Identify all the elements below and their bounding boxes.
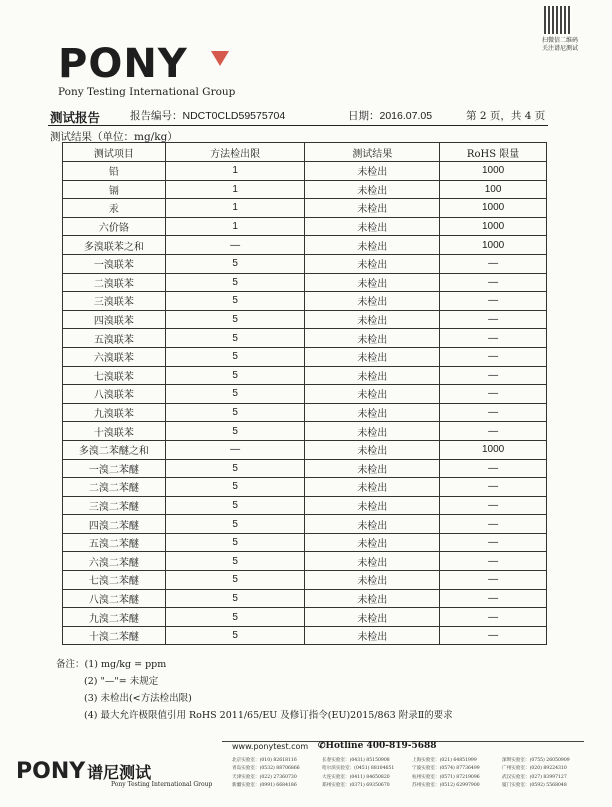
row-result: 未检出 bbox=[305, 533, 440, 552]
row-test-item: 六溴联苯 bbox=[63, 347, 166, 366]
footer-lab-item: 长春实验室：(0431) 85150908 bbox=[322, 758, 390, 763]
footer-logo-wordmark: PONY bbox=[16, 759, 86, 784]
report-date bbox=[348, 108, 432, 123]
row-test-item: 八溴联苯 bbox=[63, 385, 166, 404]
row-result: 未检出 bbox=[305, 273, 440, 292]
row-rohs-limit: — bbox=[440, 422, 547, 441]
footer-logo-en: Pony Testing International Group bbox=[111, 781, 213, 788]
row-rohs-limit: — bbox=[440, 329, 547, 348]
table-row bbox=[63, 496, 547, 515]
footer-lab-item: 北京实验室：(010) 82618116 bbox=[232, 758, 297, 763]
table-row bbox=[63, 217, 547, 236]
row-result: 未检出 bbox=[305, 440, 440, 459]
logo-subtitle: Pony Testing International Group bbox=[58, 86, 236, 98]
footer-lab-item: 广州实验室：(020) 89224310 bbox=[502, 766, 567, 772]
row-test-item: 多溴联苯之和 bbox=[63, 236, 166, 255]
logo-wordmark: PONY bbox=[58, 41, 188, 87]
footer-lab-item: 深圳实验室：(0755) 26050909 bbox=[502, 758, 570, 763]
header-result: 测试结果 bbox=[305, 143, 440, 162]
footer-lab-item: 青岛实验室：(0532) 88706866 bbox=[232, 766, 300, 772]
row-result: 未检出 bbox=[305, 552, 440, 571]
row-mdl: 5 bbox=[165, 515, 305, 534]
row-test-item: 十溴二苯醚 bbox=[63, 626, 166, 645]
qr-caption: 扫微信二维码 关注谱尼测试 bbox=[541, 37, 578, 52]
row-result: 未检出 bbox=[305, 385, 440, 404]
table-row bbox=[63, 347, 547, 366]
row-test-item: 铅 bbox=[63, 162, 166, 181]
table-row bbox=[63, 552, 547, 571]
footer-lab-item: 郑州实验室：(0371) 69350670 bbox=[322, 783, 390, 789]
row-result: 未检出 bbox=[305, 292, 440, 311]
row-rohs-limit: 100 bbox=[440, 180, 547, 199]
footer-hotline: ✆Hotline 400-819-5688 bbox=[318, 741, 437, 751]
row-result: 未检出 bbox=[305, 217, 440, 236]
row-rohs-limit: — bbox=[440, 533, 547, 552]
table-row bbox=[63, 254, 547, 273]
table-row bbox=[63, 292, 547, 311]
row-test-item: 五溴二苯醚 bbox=[63, 533, 166, 552]
row-test-item: 八溴二苯醚 bbox=[63, 589, 166, 608]
row-rohs-limit: — bbox=[440, 292, 547, 311]
report-header bbox=[50, 108, 550, 124]
row-result: 未检出 bbox=[305, 199, 440, 218]
row-result: 未检出 bbox=[305, 162, 440, 181]
row-test-item: 九溴联苯 bbox=[63, 403, 166, 422]
row-mdl: — bbox=[165, 440, 305, 459]
table-row bbox=[63, 385, 547, 404]
row-test-item: 七溴二苯醚 bbox=[63, 571, 166, 590]
footer-lab-item: 苏州实验室：(0512) 62997900 bbox=[412, 783, 480, 789]
table-row bbox=[63, 608, 547, 627]
row-mdl: 5 bbox=[165, 608, 305, 627]
table-row bbox=[63, 403, 547, 422]
table-row bbox=[63, 571, 547, 590]
row-mdl: — bbox=[165, 236, 305, 255]
row-rohs-limit: — bbox=[440, 552, 547, 571]
row-mdl: 5 bbox=[165, 310, 305, 329]
footer-lab-item: 大连实验室：(0411) 84650820 bbox=[322, 774, 390, 780]
table-row bbox=[63, 589, 547, 608]
row-mdl: 5 bbox=[165, 533, 305, 552]
row-test-item: 四溴联苯 bbox=[63, 310, 166, 329]
header-mdl: 方法检出限 bbox=[165, 143, 305, 162]
footer-logo-cn: 谱尼测试 bbox=[87, 763, 152, 782]
row-rohs-limit: — bbox=[440, 459, 547, 478]
row-test-item: 汞 bbox=[63, 199, 166, 218]
header-test-item: 测试项目 bbox=[63, 143, 166, 162]
row-test-item: 镉 bbox=[63, 180, 166, 199]
row-test-item: 五溴联苯 bbox=[63, 329, 166, 348]
row-rohs-limit: — bbox=[440, 515, 547, 534]
row-rohs-limit: 1000 bbox=[440, 236, 547, 255]
row-mdl: 5 bbox=[165, 496, 305, 515]
footer-lab-item: 宁波实验室：(0574) 87736499 bbox=[412, 766, 480, 772]
row-mdl: 5 bbox=[165, 385, 305, 404]
footer-website[interactable]: www.ponytest.com bbox=[232, 742, 309, 751]
row-mdl: 5 bbox=[165, 292, 305, 311]
note-3: (3) 未检出(<方法检出限) bbox=[84, 693, 192, 704]
row-result: 未检出 bbox=[305, 366, 440, 385]
row-rohs-limit: — bbox=[440, 496, 547, 515]
row-test-item: 二溴联苯 bbox=[63, 273, 166, 292]
row-test-item: 三溴联苯 bbox=[63, 292, 166, 311]
row-mdl: 5 bbox=[165, 366, 305, 385]
row-result: 未检出 bbox=[305, 496, 440, 515]
row-mdl: 5 bbox=[165, 403, 305, 422]
row-rohs-limit: — bbox=[440, 608, 547, 627]
row-mdl: 1 bbox=[165, 199, 305, 218]
row-mdl: 5 bbox=[165, 459, 305, 478]
row-rohs-limit: — bbox=[440, 571, 547, 590]
row-mdl: 5 bbox=[165, 478, 305, 497]
row-test-item: 七溴联苯 bbox=[63, 366, 166, 385]
row-rohs-limit: 1000 bbox=[440, 199, 547, 218]
table-row bbox=[63, 478, 547, 497]
row-rohs-limit: — bbox=[440, 366, 547, 385]
report-number bbox=[130, 108, 285, 123]
footer-logo bbox=[16, 759, 212, 788]
row-rohs-limit: 1000 bbox=[440, 440, 547, 459]
row-test-item: 三溴二苯醚 bbox=[63, 496, 166, 515]
footer-lab-item: 厦门实验室：(0592) 5568048 bbox=[502, 783, 567, 789]
row-mdl: 5 bbox=[165, 571, 305, 590]
row-test-item: 十溴联苯 bbox=[63, 422, 166, 441]
row-test-item: 二溴二苯醚 bbox=[63, 478, 166, 497]
footer-lab-item: 杭州实验室：(0571) 87219096 bbox=[412, 774, 480, 780]
report-number-value: NDCT0CLD59575704 bbox=[182, 110, 286, 122]
footer-lab-item: 哈尔滨实验室：(0451) 88104651 bbox=[322, 766, 395, 772]
table-header-row bbox=[63, 143, 547, 162]
results-table bbox=[62, 142, 547, 645]
row-rohs-limit: — bbox=[440, 273, 547, 292]
row-mdl: 5 bbox=[165, 273, 305, 292]
row-rohs-limit: — bbox=[440, 626, 547, 645]
row-result: 未检出 bbox=[305, 459, 440, 478]
table-row bbox=[63, 626, 547, 645]
row-result: 未检出 bbox=[305, 515, 440, 534]
pony-logo bbox=[58, 41, 236, 98]
row-mdl: 5 bbox=[165, 552, 305, 571]
note-1: 备注：(1) mg/kg = ppm bbox=[56, 659, 167, 670]
row-test-item: 九溴二苯醚 bbox=[63, 608, 166, 627]
row-mdl: 5 bbox=[165, 589, 305, 608]
row-rohs-limit: — bbox=[440, 310, 547, 329]
unit-caption: 测试结果（单位：mg/kg） bbox=[50, 131, 178, 143]
page-indicator: 第 2 页，共 4 页 bbox=[466, 110, 546, 122]
row-test-item: 六价铬 bbox=[63, 217, 166, 236]
table-row bbox=[63, 440, 547, 459]
row-rohs-limit: — bbox=[440, 403, 547, 422]
report-title: 测试报告 bbox=[50, 110, 101, 125]
row-mdl: 5 bbox=[165, 347, 305, 366]
row-result: 未检出 bbox=[305, 329, 440, 348]
row-mdl: 5 bbox=[165, 329, 305, 348]
logo-triangle-icon bbox=[211, 51, 229, 66]
row-result: 未检出 bbox=[305, 180, 440, 199]
table-row bbox=[63, 515, 547, 534]
row-rohs-limit: — bbox=[440, 589, 547, 608]
row-result: 未检出 bbox=[305, 608, 440, 627]
table-row bbox=[63, 199, 547, 218]
report-date-label: 日期： bbox=[348, 110, 380, 122]
row-result: 未检出 bbox=[305, 403, 440, 422]
row-test-item: 四溴二苯醚 bbox=[63, 515, 166, 534]
header-rohs-limit: RoHS 限量 bbox=[440, 143, 547, 162]
table-row bbox=[63, 310, 547, 329]
table-row bbox=[63, 180, 547, 199]
table-row bbox=[63, 533, 547, 552]
row-mdl: 1 bbox=[165, 162, 305, 181]
footer-lab-item: 天津实验室：(022) 27360730 bbox=[232, 774, 297, 780]
row-mdl: 5 bbox=[165, 254, 305, 273]
row-test-item: 六溴二苯醚 bbox=[63, 552, 166, 571]
row-test-item: 多溴二苯醚之和 bbox=[63, 440, 166, 459]
qr-code-icon bbox=[544, 6, 572, 34]
row-rohs-limit: — bbox=[440, 478, 547, 497]
row-test-item: 一溴联苯 bbox=[63, 254, 166, 273]
table-row bbox=[63, 422, 547, 441]
table-row bbox=[63, 162, 547, 181]
row-result: 未检出 bbox=[305, 422, 440, 441]
row-rohs-limit: — bbox=[440, 347, 547, 366]
row-rohs-limit: 1000 bbox=[440, 162, 547, 181]
report-date-value: 2016.07.05 bbox=[379, 110, 433, 122]
report-number-label: 报告编号： bbox=[130, 110, 183, 122]
row-rohs-limit: — bbox=[440, 385, 547, 404]
row-mdl: 1 bbox=[165, 217, 305, 236]
row-rohs-limit: — bbox=[440, 254, 547, 273]
row-mdl: 5 bbox=[165, 422, 305, 441]
row-test-item: 一溴二苯醚 bbox=[63, 459, 166, 478]
row-result: 未检出 bbox=[305, 478, 440, 497]
table-row bbox=[63, 329, 547, 348]
row-result: 未检出 bbox=[305, 589, 440, 608]
row-result: 未检出 bbox=[305, 626, 440, 645]
footer-lab-item: 武汉实验室：(027) 83997127 bbox=[502, 774, 567, 780]
row-mdl: 1 bbox=[165, 180, 305, 199]
notes bbox=[56, 656, 453, 724]
table-row bbox=[63, 459, 547, 478]
row-result: 未检出 bbox=[305, 347, 440, 366]
table-row bbox=[63, 236, 547, 255]
note-4: (4) 最大允许极限值引用 RoHS 2011/65/EU 及修订指令(EU)2015/863 附录Ⅱ的要求 bbox=[84, 710, 453, 721]
row-result: 未检出 bbox=[305, 571, 440, 590]
row-result: 未检出 bbox=[305, 236, 440, 255]
row-result: 未检出 bbox=[305, 254, 440, 273]
table-row bbox=[63, 273, 547, 292]
row-mdl: 5 bbox=[165, 626, 305, 645]
footer-lab-list bbox=[232, 757, 592, 791]
row-result: 未检出 bbox=[305, 310, 440, 329]
table-row bbox=[63, 366, 547, 385]
note-2: (2) "—"= 未规定 bbox=[84, 676, 159, 687]
header-divider bbox=[48, 125, 548, 126]
footer-lab-item: 上海实验室：(021) 64851999 bbox=[412, 758, 477, 763]
footer-lab-item: 新疆实验室：(0991) 6684186 bbox=[232, 783, 297, 789]
row-rohs-limit: 1000 bbox=[440, 217, 547, 236]
